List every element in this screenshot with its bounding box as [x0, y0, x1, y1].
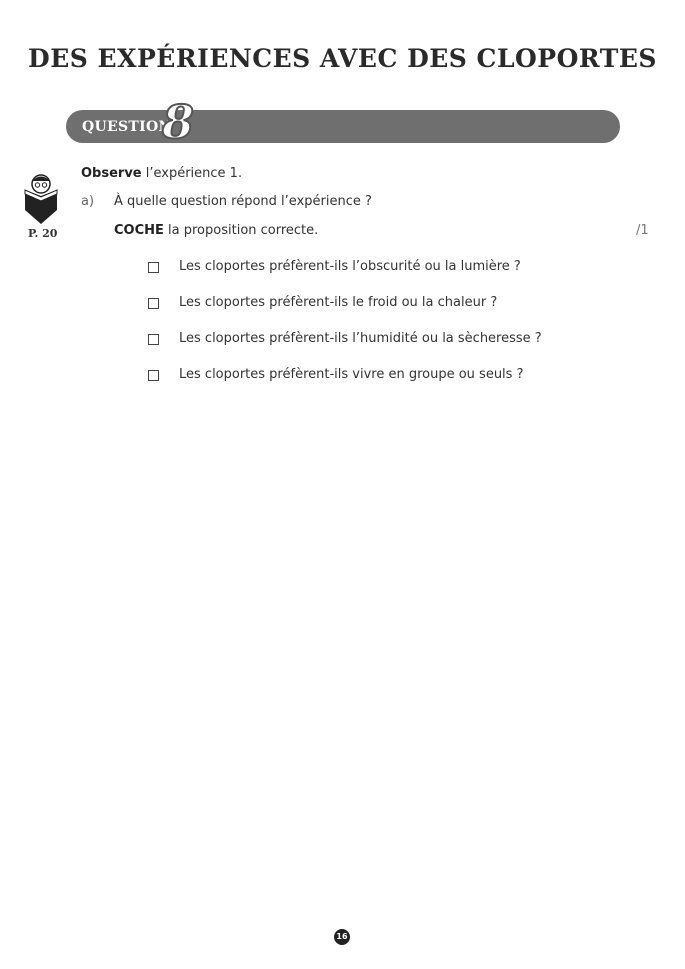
option-text: Les cloportes préfèrent-ils le froid ou la chaleur ?	[179, 295, 498, 310]
reading-mascot-icon	[23, 170, 59, 224]
page-number: 16	[334, 929, 350, 945]
question-label: QUESTION	[82, 119, 172, 135]
option-text: Les cloportes préfèrent-ils l’humidité ou la sècheresse ?	[179, 331, 542, 346]
checkbox[interactable]	[148, 298, 159, 309]
action-verb: COCHE	[114, 223, 164, 238]
score-mark: /1	[636, 223, 649, 238]
question-number: 8	[162, 95, 195, 149]
page-reference: P. 20	[28, 227, 58, 240]
part-a-question: À quelle question répond l’expérience ?	[114, 194, 372, 209]
checkbox[interactable]	[148, 334, 159, 345]
instruction	[81, 166, 242, 181]
part-a-letter: a)	[81, 194, 95, 209]
option-text: Les cloportes préfèrent-ils l’obscurité ou la lumière ?	[179, 259, 521, 274]
instruction-text: l’expérience 1.	[141, 166, 243, 181]
instruction-verb: Observe	[81, 166, 142, 181]
part-a-instruction	[114, 223, 318, 238]
checkbox[interactable]	[148, 262, 159, 273]
checkbox[interactable]	[148, 370, 159, 381]
page-title: DES EXPÉRIENCES AVEC DES CLOPORTES	[28, 44, 657, 73]
action-text: la proposition correcte.	[163, 223, 319, 238]
option-text: Les cloportes préfèrent-ils vivre en groupe ou seuls ?	[179, 367, 524, 382]
